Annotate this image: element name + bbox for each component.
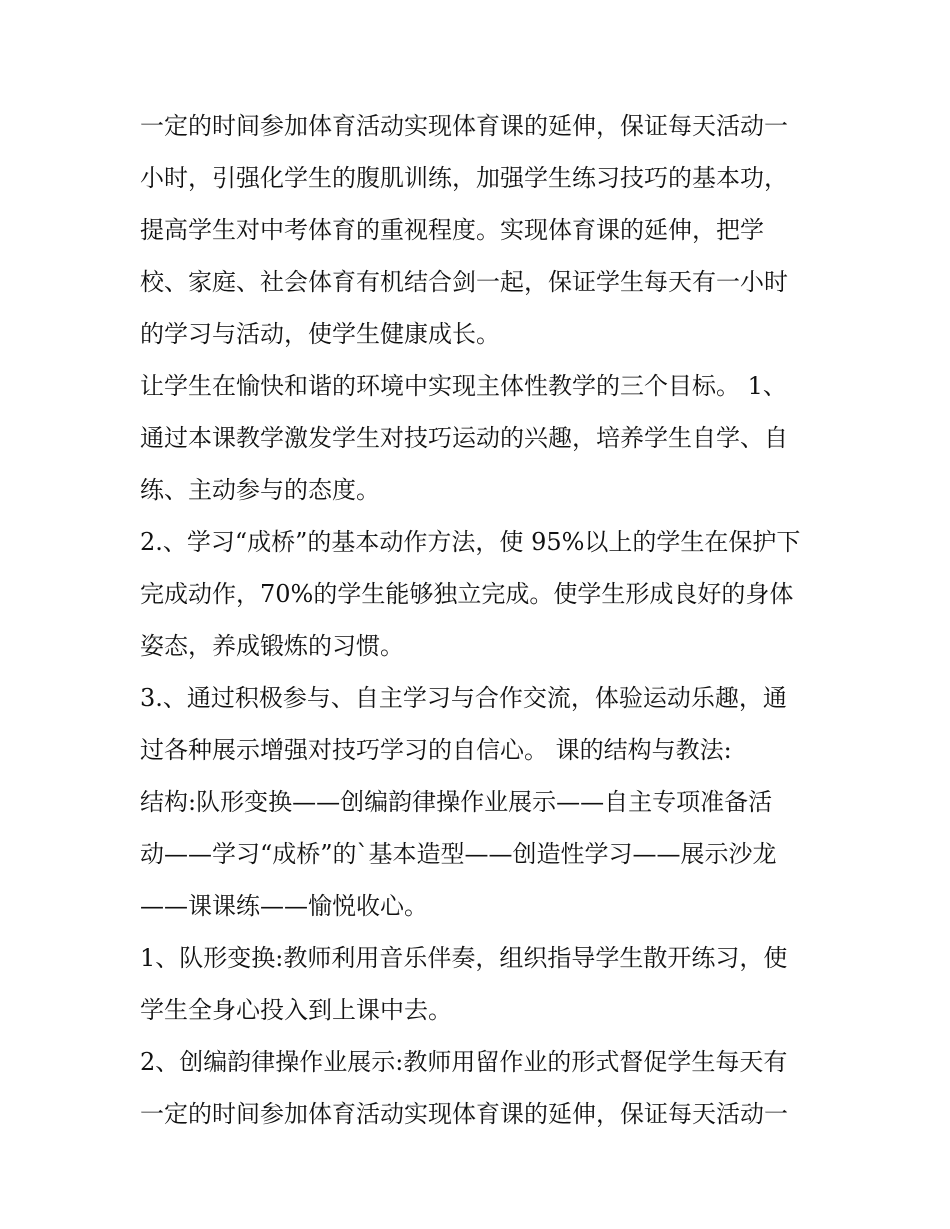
text-line: 结构:队形变换——创编韵律操作业展示——自主专项准备活 — [140, 788, 773, 816]
text-line: 通过本课教学激发学生对技巧运动的兴趣，培养学生自学、自 — [140, 424, 788, 452]
text-line: ——课课练——愉悦收心。 — [140, 892, 428, 920]
text-line: 动——学习“成桥”的`基本造型——创造性学习——展示沙龙 — [140, 840, 777, 868]
text-line: 一定的时间参加体育活动实现体育课的延伸，保证每天活动一 — [140, 1100, 788, 1128]
document-body — [140, 100, 820, 1140]
text-line: 过各种展示增强对技巧学习的自信心。 课的结构与教法: — [140, 736, 732, 764]
text-line: 2、创编韵律操作业展示:教师用留作业的形式督促学生每天有 — [140, 1048, 788, 1076]
text-line: 让学生在愉快和谐的环境中实现主体性教学的三个目标。 1、 — [140, 372, 787, 400]
text-line: 2.、学习“成桥”的基本动作方法，使 95%以上的学生在保护下 — [140, 528, 801, 556]
text-line: 1、队形变换:教师利用音乐伴奏，组织指导学生散开练习，使 — [140, 944, 788, 972]
text-line: 提高学生对中考体育的重视程度。实现体育课的延伸，把学 — [140, 216, 764, 244]
text-line: 的学习与活动，使学生健康成长。 — [140, 320, 500, 348]
text-line: 小时，引强化学生的腹肌训练，加强学生练习技巧的基本功， — [140, 164, 788, 192]
text-line: 完成动作，70%的学生能够独立完成。使学生形成良好的身体 — [140, 580, 794, 608]
text-line: 一定的时间参加体育活动实现体育课的延伸，保证每天活动一 — [140, 112, 788, 140]
text-line: 学生全身心投入到上课中去。 — [140, 996, 452, 1024]
text-line: 校、家庭、社会体育有机结合剑一起，保证学生每天有一小时 — [140, 268, 788, 296]
text-line: 3.、通过积极参与、自主学习与合作交流，体验运动乐趣，通 — [140, 684, 787, 712]
text-line: 练、主动参与的态度。 — [140, 476, 380, 504]
text-line: 姿态，养成锻炼的习惯。 — [140, 632, 404, 660]
